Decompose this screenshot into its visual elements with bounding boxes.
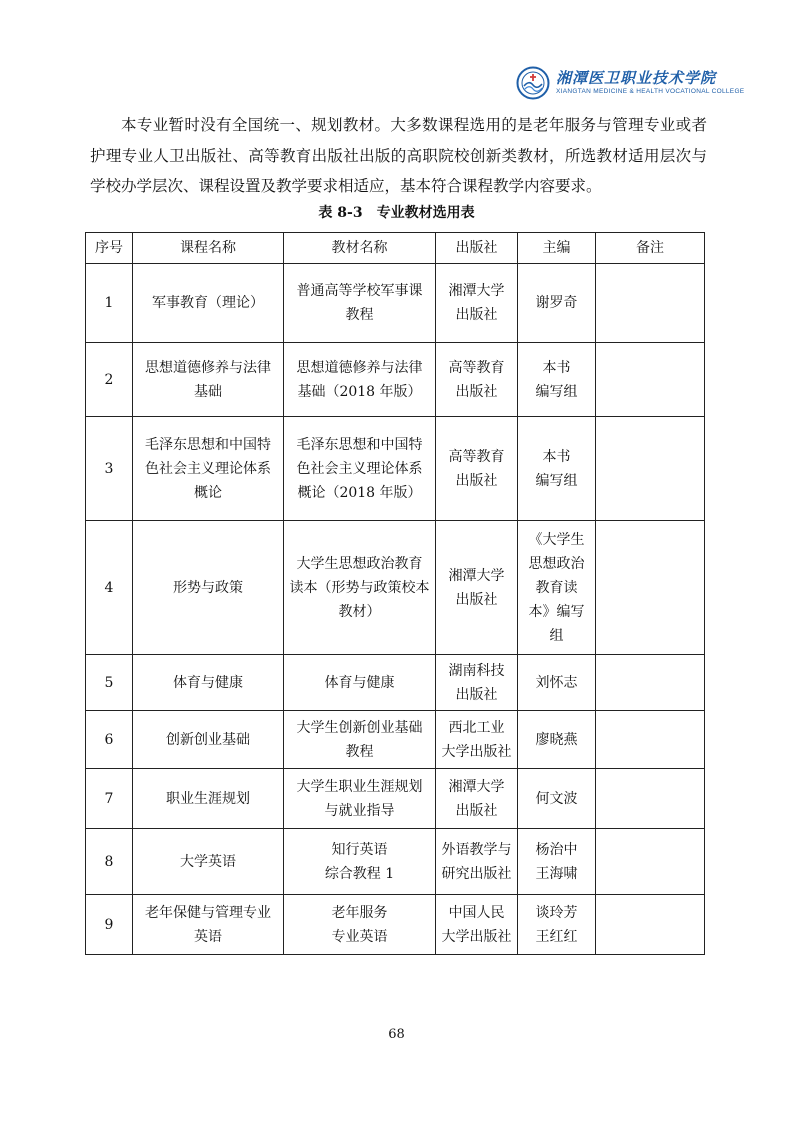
cell-note (596, 417, 705, 521)
col-header: 课程名称 (133, 233, 284, 264)
col-header: 主编 (518, 233, 596, 264)
cell-editor: 杨治中 王海啸 (518, 829, 596, 895)
table-row (86, 829, 705, 895)
cell-no: 9 (86, 895, 133, 955)
cell-publisher: 外语教学与 研究出版社 (436, 829, 518, 895)
cell-note (596, 895, 705, 955)
cell-textbook: 大学生思想政治教育 读本（形势与政策校本 教材） (284, 521, 436, 655)
cell-editor: 刘怀志 (518, 655, 596, 711)
intro-paragraph: 本专业暂时没有全国统一、规划教材。大多数课程选用的是老年服务与管理专业或者护理专业人卫出版社、高等教育出版社出版的高职院校创新类教材，所选教材适用层次与学校办学层次、课程设置及教学要求相适应，基本符合课程教学内容要求。 (90, 116, 707, 195)
cell-publisher: 湘潭大学 出版社 (436, 769, 518, 829)
textbook-table (85, 232, 705, 955)
cell-editor: 廖晓燕 (518, 711, 596, 769)
cell-publisher: 高等教育 出版社 (436, 343, 518, 417)
cell-no: 5 (86, 655, 133, 711)
table-row (86, 264, 705, 343)
cell-no: 6 (86, 711, 133, 769)
cell-textbook: 知行英语 综合教程 1 (284, 829, 436, 895)
cell-course: 大学英语 (133, 829, 284, 895)
cell-editor: 本书 编写组 (518, 343, 596, 417)
table-row (86, 769, 705, 829)
cell-editor: 何文波 (518, 769, 596, 829)
cell-note (596, 521, 705, 655)
col-header: 教材名称 (284, 233, 436, 264)
cell-course: 创新创业基础 (133, 711, 284, 769)
cell-no: 8 (86, 829, 133, 895)
cell-textbook: 普通高等学校军事课 教程 (284, 264, 436, 343)
table-row (86, 895, 705, 955)
cell-publisher: 湘潭大学 出版社 (436, 264, 518, 343)
cell-textbook: 大学生创新创业基础 教程 (284, 711, 436, 769)
col-header: 序号 (86, 233, 133, 264)
cell-editor: 谢罗奇 (518, 264, 596, 343)
cell-publisher: 中国人民 大学出版社 (436, 895, 518, 955)
cell-note (596, 711, 705, 769)
cell-note (596, 343, 705, 417)
table-header-row (86, 233, 705, 264)
table-row (86, 343, 705, 417)
cell-course: 职业生涯规划 (133, 769, 284, 829)
table-row (86, 521, 705, 655)
col-header: 备注 (596, 233, 705, 264)
cell-note (596, 769, 705, 829)
cell-editor: 《大学生 思想政治 教育读 本》编写 组 (518, 521, 596, 655)
table-row (86, 417, 705, 521)
school-name-en: XIANGTAN MEDICINE & HEALTH VOCATIONAL COLLEGE (556, 88, 745, 95)
school-emblem-icon (516, 66, 550, 100)
cell-textbook: 老年服务 专业英语 (284, 895, 436, 955)
cell-publisher: 湖南科技 出版社 (436, 655, 518, 711)
table-row (86, 655, 705, 711)
table-caption: 表 8-3 专业教材选用表 (318, 205, 475, 221)
cell-textbook: 思想道德修养与法律 基础（2018 年版） (284, 343, 436, 417)
cell-no: 3 (86, 417, 133, 521)
cell-publisher: 西北工业 大学出版社 (436, 711, 518, 769)
col-header: 出版社 (436, 233, 518, 264)
table-row (86, 711, 705, 769)
cell-note (596, 264, 705, 343)
cell-textbook: 毛泽东思想和中国特 色社会主义理论体系 概论（2018 年版） (284, 417, 436, 521)
cell-note (596, 829, 705, 895)
cell-course: 军事教育（理论） (133, 264, 284, 343)
school-logo (516, 66, 746, 100)
cell-textbook: 体育与健康 (284, 655, 436, 711)
cell-course: 思想道德修养与法律 基础 (133, 343, 284, 417)
cell-no: 1 (86, 264, 133, 343)
cell-no: 7 (86, 769, 133, 829)
cell-course: 形势与政策 (133, 521, 284, 655)
cell-course: 毛泽东思想和中国特 色社会主义理论体系 概论 (133, 417, 284, 521)
cell-textbook: 大学生职业生涯规划 与就业指导 (284, 769, 436, 829)
cell-course: 体育与健康 (133, 655, 284, 711)
cell-no: 4 (86, 521, 133, 655)
cell-editor: 谈玲芳 王红红 (518, 895, 596, 955)
cell-note (596, 655, 705, 711)
cell-editor: 本书 编写组 (518, 417, 596, 521)
cell-publisher: 高等教育 出版社 (436, 417, 518, 521)
school-name-cn: 湘潭医卫职业技术学院 (556, 69, 717, 87)
page-number: 68 (388, 1027, 405, 1042)
cell-no: 2 (86, 343, 133, 417)
cell-course: 老年保健与管理专业 英语 (133, 895, 284, 955)
cell-publisher: 湘潭大学 出版社 (436, 521, 518, 655)
